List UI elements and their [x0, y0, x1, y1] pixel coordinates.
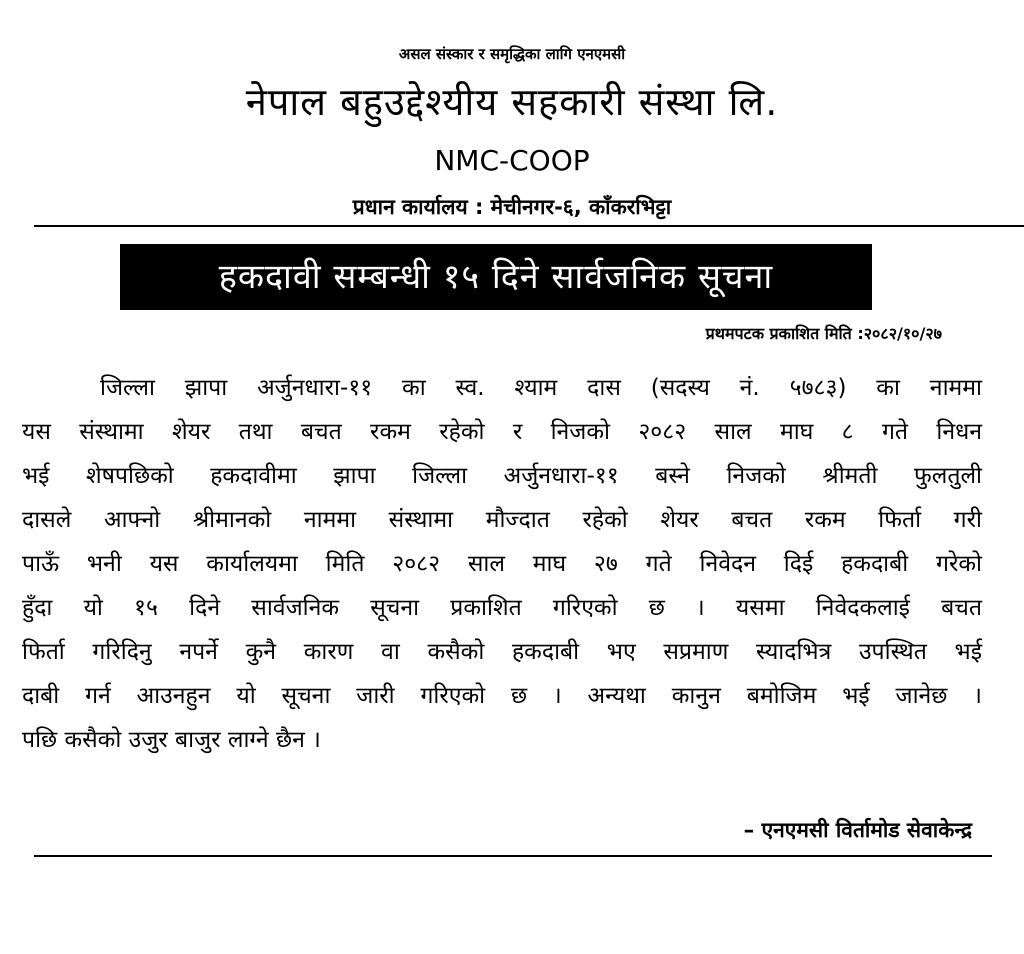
body-line: हुँदा यो १५ दिने सार्वजनिक सूचना प्रकाशित गरिएको छ । यसमा निवेदकलाई बचत	[22, 595, 982, 621]
body-line: जिल्ला झापा अर्जुनधारा-११ का स्व. श्याम दास (सदस्य नं. ५७८३) का नाममा	[100, 375, 982, 401]
header-divider	[34, 225, 1024, 227]
signature: – एनएमसी विर्तामोड सेवाकेन्द्र	[743, 818, 972, 842]
published-date: प्रथमपटक प्रकाशित मिति :२०८२/१०/२७	[705, 324, 942, 343]
body-line: पाऊँ भनी यस कार्यालयमा मिति २०८२ साल माघ २७ गते निवेदन दिई हकदाबी गरेको	[22, 551, 982, 577]
notice-title: हकदावी सम्बन्धी १५ दिने सार्वजनिक सूचना	[120, 244, 872, 310]
body-line: पछि कसैको उजुर बाजुर लाग्ने छैन ।	[22, 727, 321, 753]
notice-body	[22, 366, 982, 762]
organization-name: नेपाल बहुउद्देश्यीय सहकारी संस्था लि.	[245, 80, 779, 124]
footer-divider	[34, 855, 992, 857]
body-line: भई शेषपछिको हकदावीमा झापा जिल्ला अर्जुनधारा-११ बस्ने निजको श्रीमती फुलतुली	[22, 463, 982, 489]
body-line: दासले आफ्नो श्रीमानको नाममा संस्थामा मौज्दात रहेको शेयर बचत रकम फिर्ता गरी	[22, 507, 982, 533]
head-office-address: प्रधान कार्यालय : मेचीनगर-६, काँकरभिट्टा	[352, 195, 672, 219]
body-line: फिर्ता गरिदिनु नपर्ने कुनै कारण वा कसैको हकदाबी भए सप्रमाण स्यादभित्र उपस्थित भई	[22, 639, 982, 665]
body-line: यस संस्थामा शेयर तथा बचत रकम रहेको र निजको २०८२ साल माघ ८ गते निधन	[22, 419, 982, 445]
organization-code: NMC-COOP	[434, 144, 590, 177]
body-line: दाबी गर्न आउनहुन यो सूचना जारी गरिएको छ । अन्यथा कानुन बमोजिम भई जानेछ ।	[22, 683, 982, 709]
tagline: असल संस्कार र समृद्धिका लागि एनएमसी	[398, 45, 626, 63]
